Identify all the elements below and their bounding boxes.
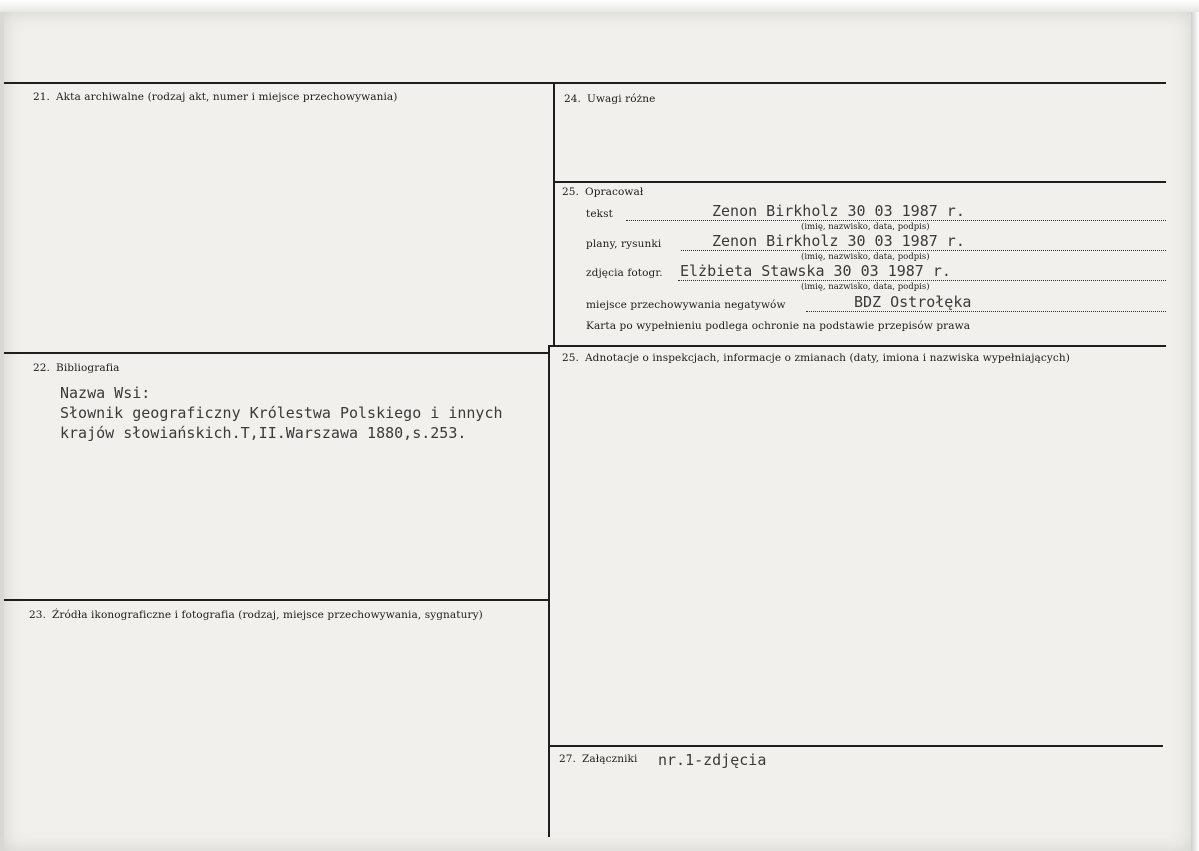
row-label-text: tekst (586, 208, 613, 220)
section-27-label (559, 753, 637, 765)
section-number: 23. (29, 609, 46, 621)
negatives-value: BDZ Ostrołęka (854, 293, 972, 311)
row-label-photos: zdjęcia fotogr. (586, 267, 663, 279)
section-title: Źródła ikonograficzne i fotografia (rodzaj, miejsce przechowywania, sygnatury) (52, 609, 483, 621)
signature-hint: (imię, nazwisko, data, podpis) (801, 252, 930, 262)
dotted-line-photos (678, 280, 1166, 281)
section-22-label (33, 362, 120, 374)
rule-22-23 (4, 599, 549, 601)
section-title: Bibliografia (56, 362, 120, 374)
dotted-line-text (626, 220, 1166, 221)
rule-vertical-lower (548, 345, 550, 837)
paper-right-edge (1191, 12, 1199, 851)
rule-vertical-upper (553, 82, 555, 347)
section-title: Załączniki (582, 753, 638, 765)
attachments-value: nr.1-zdjęcia (658, 751, 767, 769)
rule-25-annotations (550, 345, 1166, 347)
row-label-plans: plany, rysunki (586, 238, 662, 250)
section-number: 25. (562, 352, 579, 364)
rule-top (4, 82, 1166, 84)
section-24-label (564, 93, 655, 105)
signature-hint: (imię, nazwisko, data, podpis) (801, 282, 930, 292)
author-text-value: Zenon Birkholz 30 03 1987 r. (712, 202, 965, 220)
signature-hint: (imię, nazwisko, data, podpis) (801, 222, 930, 232)
protection-note: Karta po wypełnieniu podlega ochronie na podstawie przepisów prawa (586, 320, 971, 332)
bibliography-line-3: krajów słowiańskich.T,II.Warszawa 1880,s.253. (60, 424, 467, 442)
section-number: 22. (33, 362, 50, 374)
section-25-label (562, 186, 643, 198)
author-plans-value: Zenon Birkholz 30 03 1987 r. (712, 232, 965, 250)
section-number: 21. (33, 91, 50, 103)
paper-top-edge (0, 0, 1199, 12)
rule-21-22 (4, 352, 550, 354)
section-number: 27. (559, 753, 576, 765)
rule-annotations-27 (550, 745, 1163, 747)
section-number: 25. (562, 186, 579, 198)
section-title: Akta archiwalne (rodzaj akt, numer i miejsce przechowywania) (56, 91, 398, 103)
dotted-line-plans (681, 250, 1166, 251)
section-number: 24. (564, 93, 581, 105)
bibliography-line-2: Słownik geograficzny Królestwa Polskiego i innych (60, 404, 503, 422)
rule-24-25 (554, 181, 1166, 183)
negatives-label: miejsce przechowywania negatywów (586, 299, 786, 311)
section-21-label (33, 91, 397, 103)
author-photos-value: Elżbieta Stawska 30 03 1987 r. (680, 262, 951, 280)
archive-card (4, 12, 1191, 851)
section-title: Opracował (585, 186, 644, 198)
section-title: Uwagi różne (587, 93, 656, 105)
section-title: Adnotacje o inspekcjach, informacje o zmianach (daty, imiona i nazwiska wypełniających) (585, 352, 1070, 364)
bibliography-line-1: Nazwa Wsi: (60, 384, 151, 402)
section-23-label (29, 609, 483, 621)
dotted-line-negatives (806, 311, 1166, 312)
section-annotations-label (562, 352, 1070, 364)
